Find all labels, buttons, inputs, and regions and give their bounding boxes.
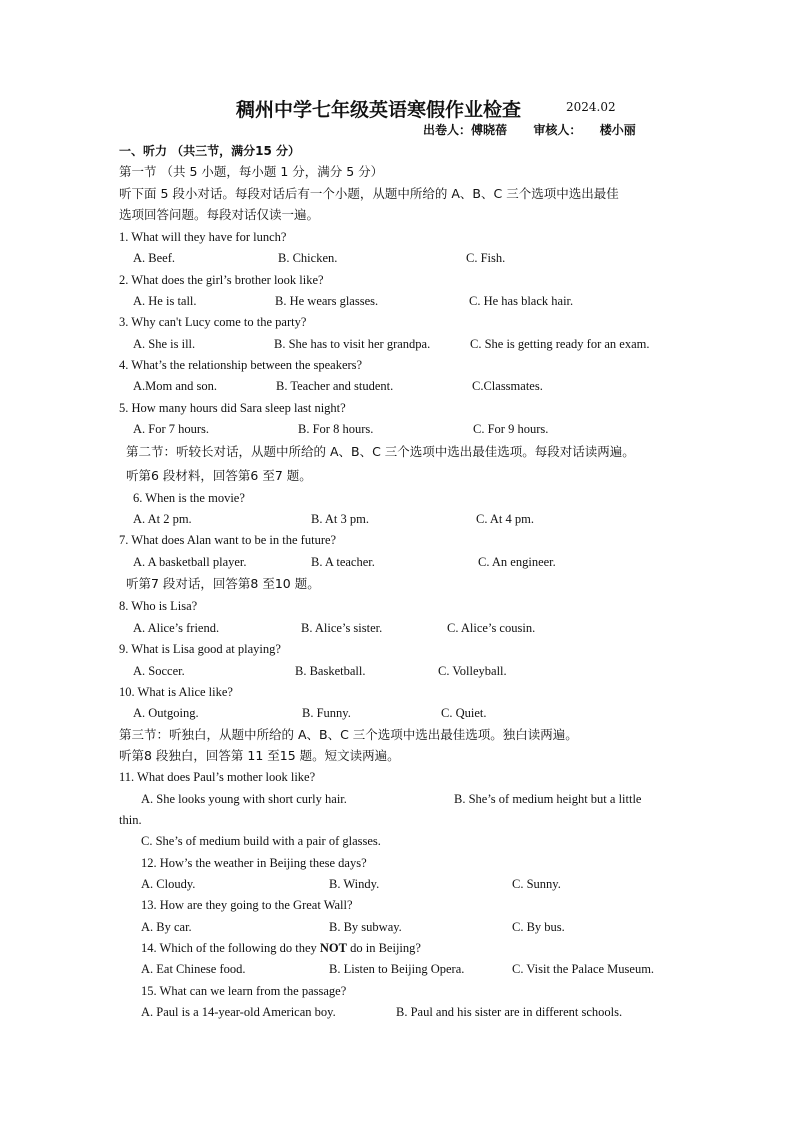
question-9: 9. What is Lisa good at playing? <box>119 642 281 656</box>
question-4: 4. What’s the relationship between the speakers? <box>119 358 363 372</box>
q13-option-a: A. By car. <box>141 920 192 934</box>
exam-date: 2024.02 <box>566 100 616 114</box>
q13-option-c: C. By bus. <box>512 920 565 934</box>
q5-option-c: C. For 9 hours. <box>473 422 549 436</box>
q6-option-b: B. At 3 pm. <box>311 512 369 526</box>
page-title: 稠州中学七年级英语寒假作业检查 <box>236 99 522 121</box>
question-14 <box>141 940 421 956</box>
q13-option-b: B. By subway. <box>329 920 402 934</box>
q7-option-b: B. A teacher. <box>311 555 375 569</box>
q2-option-a: A. He is tall. <box>133 294 197 308</box>
q5-option-a: A. For 7 hours. <box>133 422 210 436</box>
question-13: 13. How are they going to the Great Wall? <box>141 898 353 912</box>
q12-option-c: C. Sunny. <box>512 877 561 891</box>
q8-option-b: B. Alice’s sister. <box>301 621 383 635</box>
q15-option-b: B. Paul and his sister are in different schools. <box>396 1005 623 1019</box>
question-12: 12. How’s the weather in Beijing these days? <box>141 856 367 870</box>
question-5: 5. How many hours did Sara sleep last night? <box>119 401 346 415</box>
q6-option-c: C. At 4 pm. <box>476 512 534 526</box>
q4-option-a: A.Mom and son. <box>133 379 218 393</box>
sec3-heading: 第三节：听独白，从题中所给的 A、B、C 三个选项中选出最佳选项。独白读两遍。 <box>119 727 578 742</box>
q4-option-b: B. Teacher and student. <box>276 379 394 393</box>
q3-option-b: B. She has to visit her grandpa. <box>274 337 431 351</box>
sec1-heading: 第一节 （共 5 小题，每小题 1 分，满分 5 分） <box>119 164 384 179</box>
q6-option-a: A. At 2 pm. <box>133 512 192 526</box>
sec1-instructions-1: 听下面 5 段小对话。每段对话后有一个小题，从题中所给的 A、B、C 三个选项中选出最佳 <box>119 186 619 201</box>
q10-option-c: C. Quiet. <box>441 706 487 720</box>
q14-option-b: B. Listen to Beijing Opera. <box>329 962 465 976</box>
q5-option-b: B. For 8 hours. <box>298 422 374 436</box>
authors-line <box>423 121 636 138</box>
sec3-sub: 听第8 段独白，回答第 11 至15 题。短文读两遍。 <box>119 748 400 763</box>
q7-option-a: A. A basketball player. <box>133 555 247 569</box>
question-7: 7. What does Alan want to be in the future? <box>119 533 337 547</box>
q14-stem-post: do in Beijing? <box>347 941 421 955</box>
q9-option-a: A. Soccer. <box>133 664 185 678</box>
sec2-heading: 第二节：听较长对话，从题中所给的 A、B、C 三个选项中选出最佳选项。每段对话读两遍。 <box>126 444 635 459</box>
question-11: 11. What does Paul’s mother look like? <box>119 770 316 784</box>
question-10: 10. What is Alice like? <box>119 685 233 699</box>
q2-option-b: B. He wears glasses. <box>275 294 379 308</box>
q15-option-a: A. Paul is a 14-year-old American boy. <box>141 1005 336 1019</box>
q10-option-a: A. Outgoing. <box>133 706 199 720</box>
question-3: 3. Why can't Lucy come to the party? <box>119 315 307 329</box>
q11-option-c: C. She’s of medium build with a pair of glasses. <box>141 834 381 848</box>
q11-option-a: A. She looks young with short curly hair. <box>141 792 347 806</box>
q11-option-b-continued: thin. <box>119 813 142 827</box>
sec2-sub2: 听第7 段对话，回答第8 至10 题。 <box>126 576 320 591</box>
q1-option-b: B. Chicken. <box>278 251 338 265</box>
question-6: 6. When is the movie? <box>133 491 245 505</box>
q9-option-c: C. Volleyball. <box>438 664 507 678</box>
author-label: 出卷人：傅晓蓓 <box>423 123 508 137</box>
q11-option-b: B. She’s of medium height but a little <box>454 792 642 806</box>
q3-option-c: C. She is getting ready for an exam. <box>470 337 650 351</box>
reviewer-name: 楼小丽 <box>599 123 636 137</box>
question-2: 2. What does the girl’s brother look like? <box>119 273 324 287</box>
question-8: 8. Who is Lisa? <box>119 599 198 613</box>
q8-option-c: C. Alice’s cousin. <box>447 621 536 635</box>
q10-option-b: B. Funny. <box>302 706 351 720</box>
reviewer-label: 审核人： <box>533 123 582 137</box>
q14-option-a: A. Eat Chinese food. <box>141 962 246 976</box>
q9-option-b: B. Basketball. <box>295 664 366 678</box>
q12-option-a: A. Cloudy. <box>141 877 196 891</box>
q8-option-a: A. Alice’s friend. <box>133 621 220 635</box>
part1-heading: 一、听力 （共三节，满分15 分） <box>119 144 301 158</box>
q7-option-c: C. An engineer. <box>478 555 556 569</box>
q14-stem-emphasis: NOT <box>319 941 347 955</box>
q12-option-b: B. Windy. <box>329 877 380 891</box>
q4-option-c: C.Classmates. <box>472 379 543 393</box>
sec1-instructions-2: 选项回答问题。每段对话仅读一遍。 <box>119 207 320 222</box>
q1-option-c: C. Fish. <box>466 251 506 265</box>
q3-option-a: A. She is ill. <box>133 337 196 351</box>
q2-option-c: C. He has black hair. <box>469 294 574 308</box>
q14-option-c: C. Visit the Palace Museum. <box>512 962 655 976</box>
question-15: 15. What can we learn from the passage? <box>141 984 347 998</box>
question-1: 1. What will they have for lunch? <box>119 230 287 244</box>
q1-option-a: A. Beef. <box>133 251 175 265</box>
sec2-sub1: 听第6 段材料，回答第6 至7 题。 <box>126 468 312 483</box>
q14-stem-pre: 14. Which of the following do they <box>141 941 320 955</box>
